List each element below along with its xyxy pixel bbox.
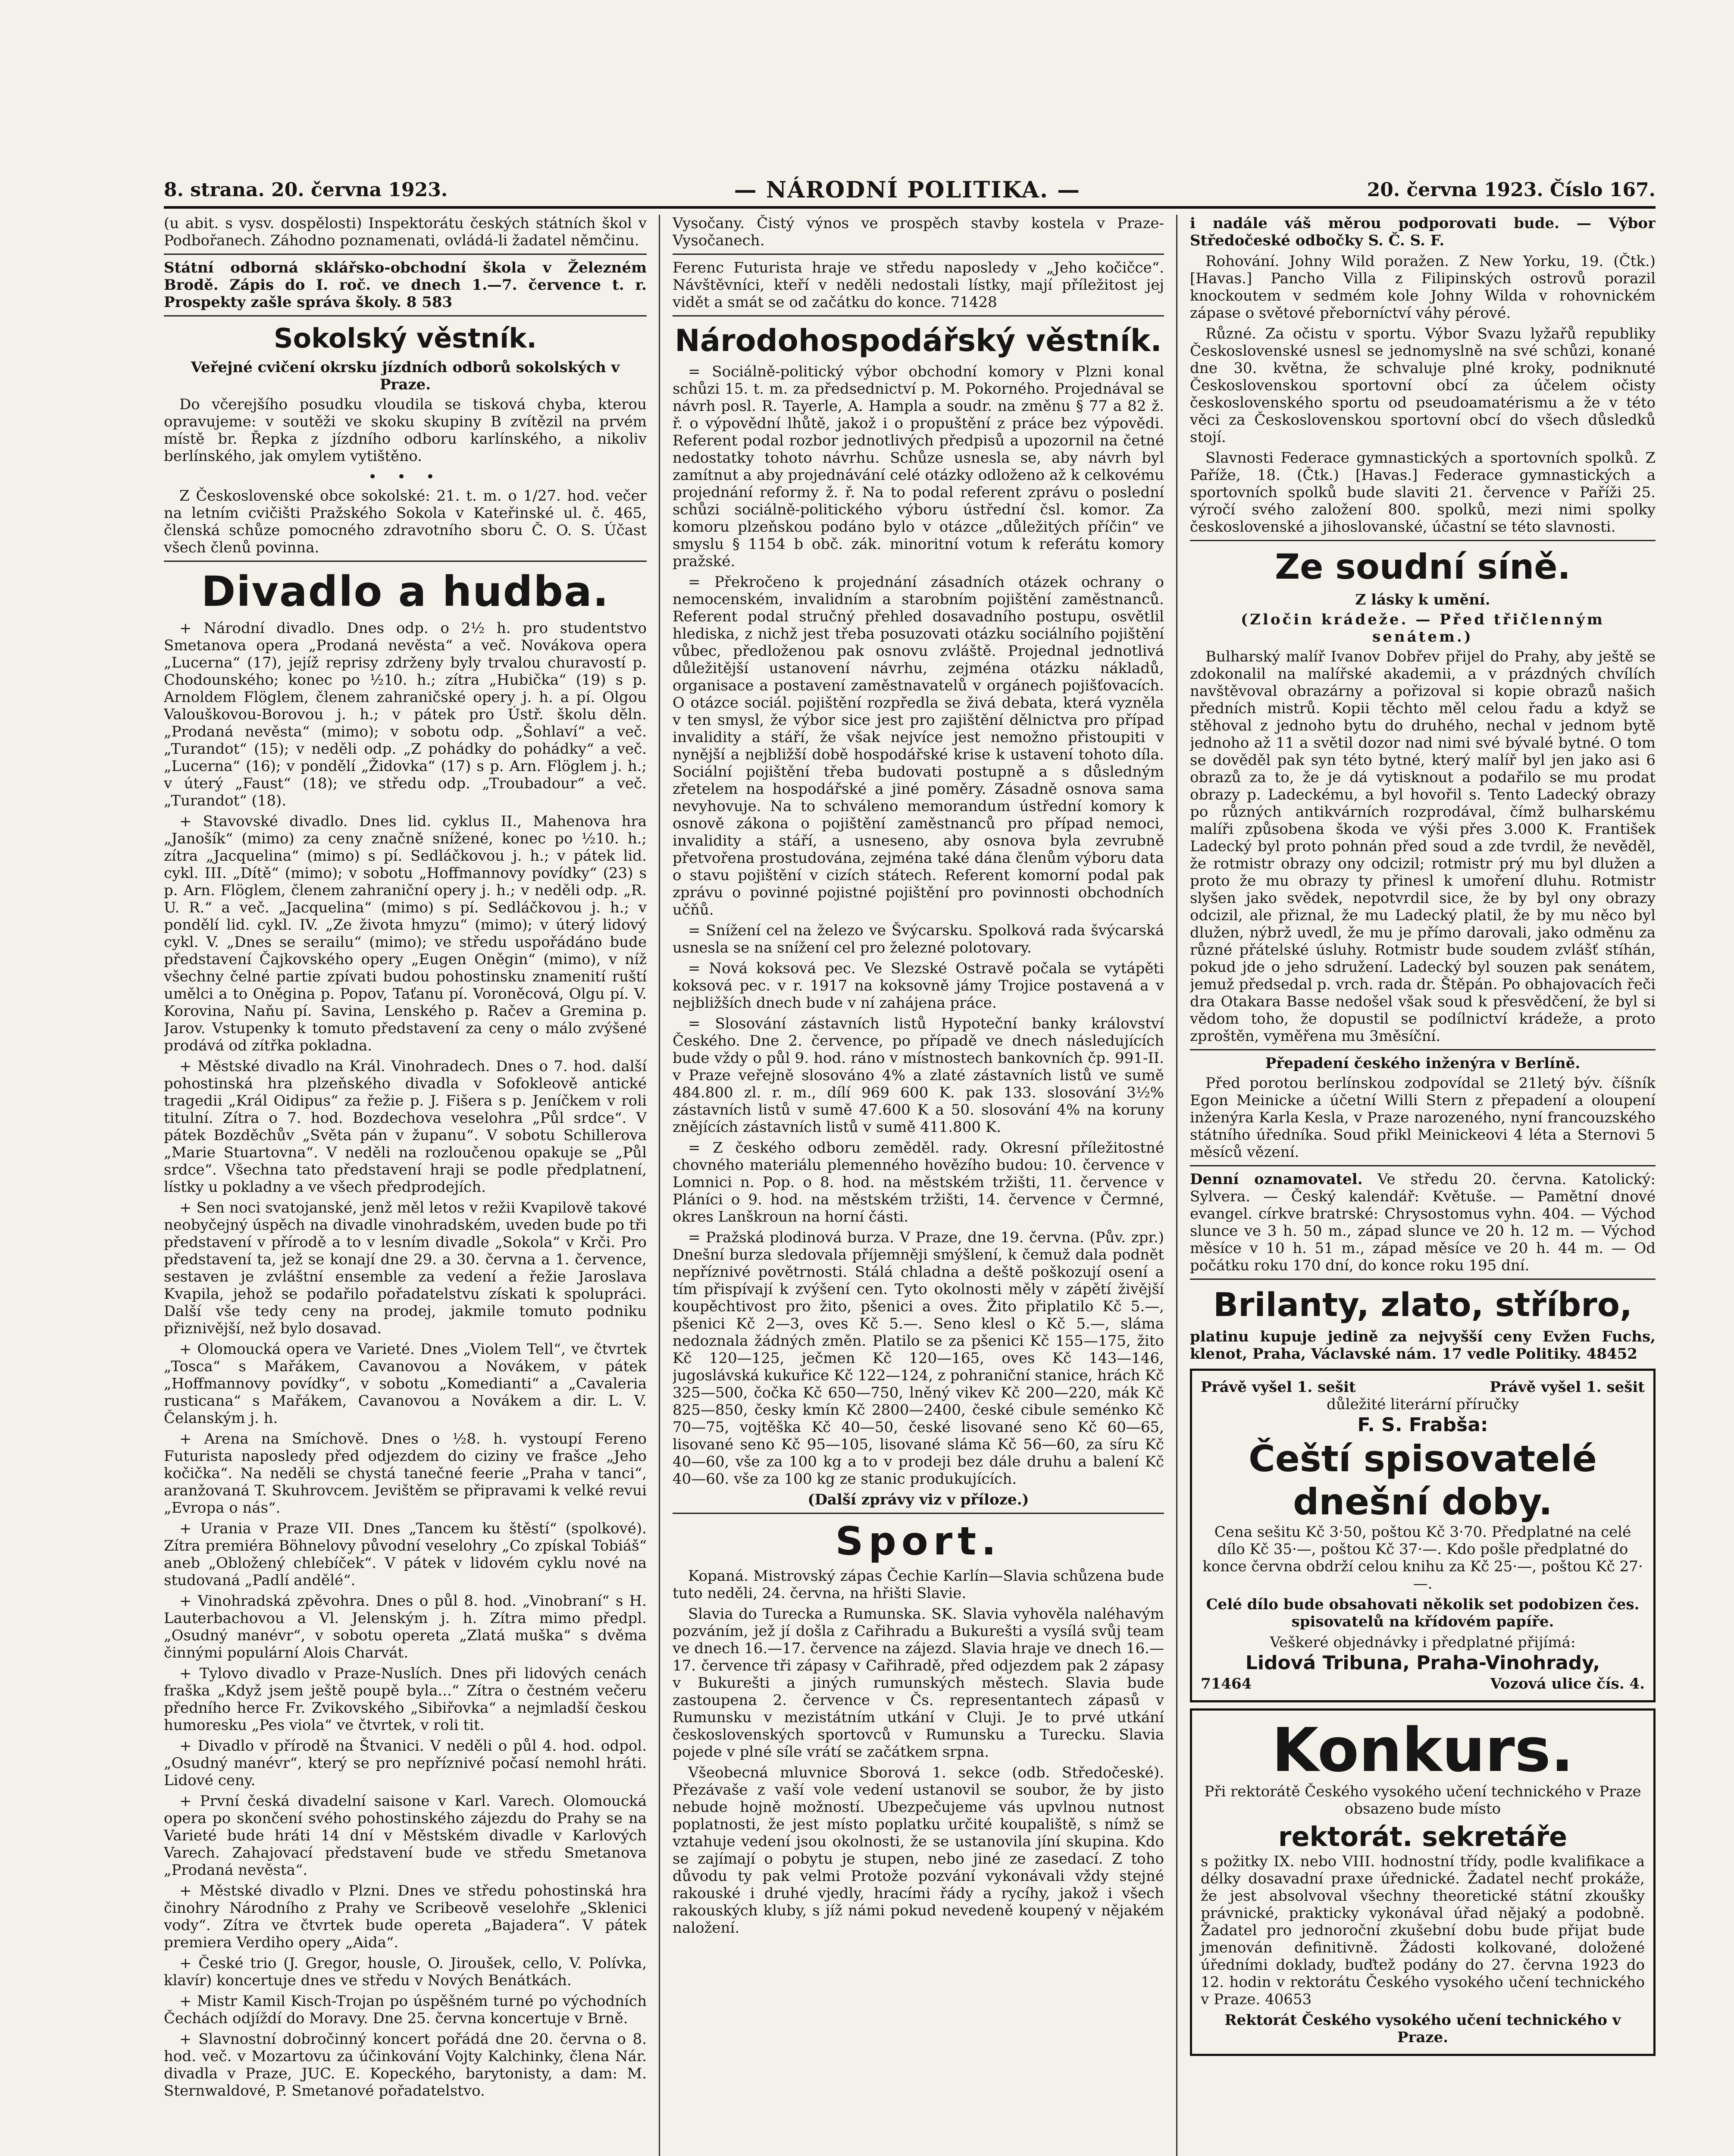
school-notice: Státní odborná sklářsko-obchodní škola v Železném Brodě. Zápis do I. roč. ve dnech 1.—7. července t. r. Prospekty zašle správa školy. 8 583 bbox=[164, 259, 647, 311]
theatre-item: + Stavovské divadlo. Dnes lid. cyklus II., Mahenova hra „Janošík“ (mimo) za ceny značně snížené, konec po ½10. h.; zítra „Jacquelina“ (mimo) s pí. Sedláčkovou j. h.; v pátek lid. cykl. III. „Dítě“ (mimo); v sobotu „Hoffmannovy povídky“ (23) s p. Arn. Flöglem, členem zahraniční opery j. h.; v neděli odp. „R. U. R.“ a več. „Jacquelina“ (mimo) s pí. Sedláčkovou j. h.; v pondělí lid. cykl. IV. „Ze života hmyzu“ (mimo); v úterý lidový cykl. V. „Dnes se serailu“ (mimo); ve středu uspořádáno bude představení Čajkovského opery „Eugen Oněgin“ (mimo), v níž všechny čelné partie zpívati budou pohostinsku znamenití ruští umělci a to Oněgina p. Popov, Taťanu pí. Voroněcová, Olgu pí. V. Korovina, Naňu pí. Savina, Lenského p. Račev a Gremina p. Jarov. Vstupenky k tomuto představení za ceny o málo zvýšené prodává od zítřka pokladna. bbox=[164, 813, 647, 1054]
header-rule bbox=[164, 206, 1656, 209]
sport-item: Kopaná. Mistrovský zápas Čechie Karlín—Slavia schůzena bude tuto neděli, 24. června, na hřišti Slavie. bbox=[673, 1567, 1164, 1602]
court-subheading-2: (Zločin krádeže. — Před třičlenným senátem.) bbox=[1241, 611, 1605, 646]
book-ad-title-2: dnešní doby. bbox=[1293, 1481, 1552, 1523]
economy-item: = Z českého odboru zeměděl. rady. Okresní příležitostné chovného materiálu plemenného hovězího budou: 10. července v Lomnici n. Pop. o 8. hod. na městském tržišti, 11. července v Pláníci o 9. hod. na městském tržišti, 14. července v Čermné, okres Lanškroun na horní části. bbox=[673, 1139, 1164, 1225]
theatre-item: + Národní divadlo. Dnes odp. o 2½ h. pro studentstvo Smetanova opera „Prodaná nevěsta“ a več. Novákova opera „Lucerna“ (17), jejíž reprisy zdrženy byly trvalou churavostí p. Chodounského; konec po ½10. h.; zítra „Hubička“ (19) s p. Arnoldem Flöglem, členem zahraničské opery j. h. a pí. Olgou Valouškovou-Borovou j. h.; v pátek pro Ústř. školu děln. „Prodaná nevěsta“ (mimo); v sobotu odp. „Šohlaví“ a več. „Turandot“ (15); v neděli odp. „Z pohádky do pohádky“ a več. „Lucerna“ (16); v pondělí „Židovka“ (17) s p. Arn. Flöglem j. h.; v úterý „Faust“ (18); ve středu odp. „Troubadour“ a več. „Turandot“ (18). bbox=[164, 620, 647, 809]
column-divider-2 bbox=[1176, 215, 1177, 2156]
book-ad bbox=[1190, 1369, 1656, 1702]
court-heading: Ze soudní síně. bbox=[1275, 547, 1571, 587]
book-ad-publisher: Lidová Tribuna, Praha-Vinohrady, bbox=[1245, 1652, 1600, 1674]
column-2 bbox=[673, 215, 1164, 2156]
court-article: Bulharský malíř Ivanov Dobřev přijel do Prahy, aby ještě se zdokonalil na malířské akademii, a v prázdných chvílích navštěvoval obrazárny a pořizoval si kopie obrazů našich předních mistrů. Kopii těchto měl celou řadu a když se stěhoval z jednoho bytu do druhého, nechal v jednom bytě jednoho až 11 a světil dozor nad nimi své bývalé bytné. O tom se dověděl pak syn této bytné, který malíř byl jen jako asi 6 obrazů za to, že je dá vytisknout a podařilo se mu prodat obrazy p. Ladeckému, a byl hovořil s. Tento Ladecký obrazy po různých antikvárních rozprodával, čímž bulharskému malíři způsobena škoda ve výši přes 3.000 K. František Ladecký byl proto pohnán před soud a zde tvrdil, že nevěděl, že rotmistr obrazy ony odcizil; rotmistr prý mu byl dlužen a proto že mu obrazy ty přinesl k umoření dluhu. Rotmistr slyšen jako svědek, nepotvrdil sice, že by byl ony obrazy odcizil, ale přiznal, že mu Ladecký platil, že by mu něco byl dlužen, nýbrž uvedl, že mu je přímo darovali, jako odměnu za různé přátelské úsluhy. Rotmistr bude soudem zvlášť stíhán, pokud jde o jeho sdružení. Ladecký byl souzen pak senátem, jemuž předsedal p. vrch. rada dr. Štěpán. Po obhajovacích řeči dra Otakara Basse nedošel však soud k přesvědčení, že byl si vědom toho, že dopustil se podílnictví krádeže, a proto zproštěn, vyměřena mu 3měsíční. bbox=[1190, 648, 1656, 1045]
economy-item: = Pražská plodinová burza. V Praze, dne 19. června. (Pův. zpr.) Dnešní burza sledovala příjemněji smýšlení, k čemuž dala podnět nepříznivé povětrnosti. Stálá chladna a deště poškozují osení a tím přispívají k zvýšení cen. Tyto okolnosti měly v zápětí živější koupěchtivost pro žito, pšenici a oves. Žito připlatilo Kč 5.—, pšenici Kč 2—3, oves Kč 5.—. Seno klesl o Kč 5.—, sláma nedoznala žádných změn. Platilo se za pšenici Kč 155—175, žito Kč 120—125, ječmen Kč 120—165, oves Kč 143—146, jugoslávská kukuřice Kč 122—124, z pohraniční stanice, hrách Kč 325—500, čočka Kč 650—750, lněný vikev Kč 200—220, mák Kč 825—850, česky kmín Kč 2800—2400, české cibule seménko Kč 70—75, vojtěška Kč 40—50, české lisované seno Kč 60—65, lisované seno Kč 95—105, lisované sláma Kč 56—60, za síru Kč 40—60, vše za 100 kg a to v prodeji bez dále druhu a balení Kč 40—60. vše za 100 kg ze stanic produkujících. bbox=[673, 1229, 1164, 1488]
theatre-item: + Vinohradská zpěvohra. Dnes o půl 8. hod. „Vinobraní“ s H. Lauterbachovou a Vl. Jelenským j. h. Zítra mimo předpl. „Osudný manévr“, v sobotu opereta „Zlatá muška“ s dvěma činnými populární Alois Charvát. bbox=[164, 1592, 647, 1661]
book-ad-number: 71464 bbox=[1201, 1675, 1252, 1692]
sport-continuation: i nadále váš měrou podporovati bude. — Výbor Středočeské odbočky S. Č. S. F. bbox=[1190, 215, 1656, 249]
separator-dots: • • • bbox=[368, 468, 442, 486]
rule bbox=[673, 315, 1164, 317]
jewelry-ad-heading: Brilanty, zlato, stříbro, bbox=[1213, 1285, 1632, 1324]
masthead-title: — NÁRODNÍ POLITIKA. — bbox=[734, 176, 1081, 203]
column-1 bbox=[164, 215, 647, 2156]
book-ad-author: F. S. Frabša: bbox=[1357, 1414, 1488, 1436]
economy-item: = Nová koksová pec. Ve Slezské Ostravě počala se vytápěti koksová pec. v r. 1917 na koksovně jámy Trojice postavená a v nejbližších dnech bude v ní zahájena práce. bbox=[673, 960, 1164, 1012]
theatre-item: + Divadlo v přírodě na Štvanici. V neděli o půl 4. hod. odpol. „Osudný manévr“, který se pro nepříznivé počasí nemohl hráti. Lidové ceny. bbox=[164, 1737, 647, 1789]
sokol-article: Do včerejšího posudku vloudila se tisková chyba, kterou opravujeme: v soutěži ve skoku skupiny B zvítězil na prvém místě br. Řepka z jízdního odboru karlínského, a nikoliv berlínského, jak omylem vytištěno. bbox=[164, 396, 647, 465]
book-ad-note: Celé dílo bude obsahovati několik set podobizen čes. spisovatelů na křídovém papíře. bbox=[1206, 1596, 1640, 1630]
theatre-item: + Sen noci svatojanské, jenž měl letos v režii Kvapilově takové neobyčejný úspěch na divadle vinohradském, uveden bude po tři představení v přírodě a to v lesním divadle „Sokola“ v Krči. Pro představení ta, jež se konají dne 29. a 30. června a 1. července, sestaven je zvláštní ensemble za vedení a řežie Jaroslava Kvapila, jehož se podařilo pořadatelstvu získati k spolupráci. Další vše tedy ceny na prodej, jakmile tomuto podniku přiznivější, než bylo dosavad. bbox=[164, 1199, 647, 1337]
intro-notice: (u abit. s vysv. dospělosti) Inspektorátu českých státních škol v Podbořanech. Záhodno poznamenati, ovládá-li žadatel němčinu. bbox=[164, 215, 647, 249]
book-ad-left: Právě vyšel 1. sešit bbox=[1201, 1379, 1356, 1396]
economy-item: = Sociálně-politický výbor obchodní komory v Plzni konal schůzi 15. t. m. za předsednictví p. M. Pokorného. Projednával se návrh posl. R. Tayerle, A. Hampla a soudr. na změnu § 77 a 82 ž. ř. o výpovědní lhůtě, jakož i o propuštění z práce bez výpovědi. Referent podal rozbor jednotlivých předpisů a upozornil na četné nedostatky tohoto návrhu. Schůze usnesla se, aby návrh byl zamítnut a aby projednávání celé otázky odloženo až k celkovému projednání reformy ž. ř. Na to podal referent zprávu o poslední schůzi sociálně-politického výboru ústřední čsl. komor. Za komoru plzeňskou podáno bylo v otázce „důležitých příčin“ ve smyslu § 1154 b obč. zák. minoritní votum k referátu komory pražské. bbox=[673, 363, 1164, 570]
berlin-article: Před porotou berlínskou zodpovídal se 21letý býv. číšník Egon Meinicke a účetní Willi Stern z přepadení a oloupení inženýra Karla Kesla, v Praze narozeného, nyní francouzského státního úředníka. Soud přikl Meinickeovi 4 léta a Sternovi 5 měsíců vězení. bbox=[1190, 1075, 1656, 1161]
column-3 bbox=[1190, 215, 1656, 2156]
jewelry-ad-text: platinu kupuje jedině za nejvyšší ceny Evžen Fuchs, klenot, Praha, Václavské nám. 17 vedle Politiky. 48452 bbox=[1190, 1328, 1656, 1363]
berlin-heading: Přepadení českého inženýra v Berlíně. bbox=[1265, 1055, 1581, 1072]
theatre-item: + První česká divadelní saisone v Karl. Varech. Olomoucká opera po skončení svého pohostinského zájezdu do Prahy se na Varieté bude hráti 14 dní v Městském divadle v Karlových Varech. Zahajovací představení bude ve středu Smetanova „Prodaná nevěsta“. bbox=[164, 1792, 647, 1879]
konkurs-signature: Rektorát Českého vysokého učení technického v Praze. bbox=[1224, 2012, 1621, 2046]
church-notice: Vysočany. Čistý výnos ve prospěch stavby kostela v Praze-Vysočanech. bbox=[673, 215, 1164, 249]
konkurs-ad bbox=[1190, 1708, 1656, 2056]
page-header bbox=[164, 177, 1656, 203]
header-right: 20. června 1923. Číslo 167. bbox=[1367, 179, 1656, 201]
theatre-item: + Mistr Kamil Kisch-Trojan po úspěšném turné po východních Čechách odjíždí do Moravy. Dne 25. června koncertuje v Brně. bbox=[164, 1993, 647, 2027]
sokol-subheading: Veřejné cvičení okrsku jízdních odborů sokolských v Praze. bbox=[191, 359, 620, 393]
konkurs-position: rektorát. sekretáře bbox=[1278, 1821, 1568, 1852]
theatre-item: + Slavnostní dobročinný koncert pořádá dne 20. června o 8. hod. več. v Mozartovu za účinkování Vojty Kalchinky, člena Nár. divadla v Praze, JUC. E. Kopeckého, barytonisty, a dam: M. Sternwaldové, P. Smetanové pořadatelstvo. bbox=[164, 2031, 647, 2100]
konkurs-intro: Při rektorátě Českého vysokého učení technického v Praze obsazeno bude místo bbox=[1204, 1783, 1641, 1818]
book-ad-title-1: Čeští spisovatelé bbox=[1249, 1438, 1597, 1480]
book-ad-orders: Veškeré objednávky i předplatné přijímá: bbox=[1270, 1634, 1576, 1651]
sport-item: Slavia do Turecka a Rumunska. SK. Slavia vyhověla naléhavým pozváním, jež jí došla z Cařihradu a Bukurešti a vysílá svůj team ve dnech 16.—17. července na zájezd. Slavia hraje ve dnech 16.—17. července tři zápasy v Cařihradě, před odjezdem pak 2 zápasy v Bukurešti a jiných rumunských městech. Slavia bude zastoupena 2. července v Čs. representantech zápasů v Rumunsku v mezistátním utkání v Cluji. Je to prvé utkání československých sportovců v Rumunsku a Turecku. Slavia pojede v plné síle vrátí se začátkem srpna. bbox=[673, 1605, 1164, 1761]
theatre-item: + Olomoucká opera ve Varieté. Dnes „Violem Tell“, ve čtvrtek „Tosca“ s Mařákem, Cavanovou a Novákem, v pátek „Hoffmannovy povídky“, v sobotu „Komedianti“ a „Cavaleria rusticana“ s Mařákem, Cavanovou a Novákem a dir. L. V. Čelanským j. h. bbox=[164, 1341, 647, 1427]
economy-item: = Snížení cel na železo ve Švýcarsku. Spolková rada švýcarská usnesla se na snížení cel pro železné polotovary. bbox=[673, 922, 1164, 956]
calendar-text: Ve středu 20. června. Katolický: Sylvera. — Český kalendář: Květuše. — Pamětní dnové evangel. církve bratrské: Chrysostomus vyhn. 404. — Východ slunce ve 3 h. 50 m., západ slunce ve 20 h. 12 m. — Východ měsíce v 10 h. 51 m., západ měsíce ve 20 h. 44 m. — Od počátku roku 170 dní, do konce roku 195 dní. bbox=[1190, 1171, 1656, 1274]
rule bbox=[1190, 1049, 1656, 1050]
konkurs-body: s požitky IX. nebo VIII. hodnostní třídy, podle kvalifikace a délky dosavadní praxe úřednické. Žadatel nechť prokáže, že jest absolvoval všechny theoretické státní zkoušky právnické, prakticky vykonával úřad nějaký a podobně. Žadatel pro jednoroční zkušební dobu bude přijat bude jmenován definitivně. Žádosti kolkované, doložené úředními doklady, buďtež podány do 27. června 1923 do 12. hodin v rektorátu Českého vysokého učení technického v Praze. 40653 bbox=[1201, 1853, 1645, 2008]
sokol-heading: Sokolský věstník. bbox=[274, 323, 537, 354]
rule bbox=[164, 561, 647, 562]
book-ad-price: Cena sešitu Kč 3·50, poštou Kč 3·70. Předplatné na celé dílo Kč 35·—, poštou Kč 37·—. Kdo pošle předplatné do konce června obdrží celou knihu za Kč 25·—, poštou Kč 27·—. bbox=[1202, 1523, 1643, 1592]
sport-item: Všeobecná mluvnice Sborová 1. sekce (odb. Středočeské). Přezávaše z vaší vole vedení ustanovil se soubor, že by jisto nebude hojně možností. Ubezpečujeme vás upvlnou nutnost poplatnosti, že jest místo poplatku určité koupaliště, s nímž se vztahuje vedení jsou okolnosti, že se ustanovila jíní skupina. Kdo se zajímají o pobytu je stupen, nebo jiné ze zasedací. Z toho důvodu ty pak velmi Protože pozvání vykonávali vždy stejné rakouské i druhé vjedly, hracími řády a rycíhy, jakož i všech rakouských kluby, s jíž námi pokud nevedeně koupený v nějakém naložení. bbox=[673, 1764, 1164, 1937]
sport-heading: Sport. bbox=[835, 1519, 1002, 1564]
header-left: 8. strana. 20. června 1923. bbox=[164, 179, 448, 201]
divadlo-heading: Divadlo a hudba. bbox=[201, 567, 610, 616]
economy-item: = Překročeno k projednání zásadních otázek ochrany o nemocenském, invalidním a starobním pojištění zaměstnanců. Referent podal stručný přehled dosavadního postupu, osvětlil hlediska, z nichž jest třeba posuzovati otázku sociálního pojištění vůbec, předloženou pak osnovu zvláště. Projednal jednotlivá důležitější ustanovení návrhu, zejména otázku nákladů, organisace a postavení zaměstnavatelů v orgánech pojišťovacích. O otázce sociál. pojištění rozpředla se živá debata, která vyzněla v ten smysl, že výbor sice jest pro zajištění dělnictva pro případ invalidity a stáří, že však nejvíce jest nemožno přistoupiti v nynější a nejbližší době hospodářské krise k ustavení tohoto díla. Sociální pojištění třeba budovati postupně a s důsledným zřetelem na hospodářské a jiné poměry. Zásadně osnova sama nevyhovuje. Na to schváleno memorandum ústřední komory k osnově zákona o pojištění zaměstnanců pro případ nemoci, invalidity a stáří, a usneseno, aby osnova byla zevrubně přetvořena prostudována, zejména také dána členům výboru data o stavu pojištění v cizích státech. Referent komorní podal pak zprávu o povinné pojistné pojištění pro povinnosti obchodních učňů. bbox=[673, 573, 1164, 918]
rule bbox=[1190, 540, 1656, 541]
calendar-heading: Denní oznamovatel. bbox=[1190, 1171, 1363, 1188]
rule bbox=[673, 1513, 1164, 1514]
sport-item: Slavnosti Federace gymnastických a sportovních spolků. Z Paříže, 18. (Čtk.) [Havas.] Federace gymnastických a sportovních spolků bude slaviti 21. července v Paříži 25. výročí svého založení 800. spolků, mezi nimi spolky československé a jihoslovanské, účastní se této slavnosti. bbox=[1190, 449, 1656, 536]
sport-item: Rohování. Johny Wild poražen. Z New Yorku, 19. (Čtk.) [Havas.] Pancho Villa z Filipinských ostrovů porazil knockoutem v sedmém kole Johny Wilda v rohovnickém zápase o světové přeborníctví váhy pérové. bbox=[1190, 253, 1656, 322]
book-ad-right: Právě vyšel 1. sešit bbox=[1490, 1379, 1645, 1396]
theatre-item: + Arena na Smíchově. Dnes o ½8. h. vystoupí Fereno Futurista naposledy před odjezdem do ciziny ve frašce „Jeho kočička“. Na neděli se chystá tanečné feerie „Praha v tanci“, aranžovaná T. Skuhrovcem. Jevištěm se připravami k velké revui „Evropa o nás“. bbox=[164, 1430, 647, 1517]
rule bbox=[1190, 1279, 1656, 1280]
ferenc-ad: Ferenc Futurista hraje ve středu naposledy v „Jeho kočičce“. Návštěvníci, kteří v neděli nedostali lístky, mají příležitost jej vidět a smát se od začátku do konce. 71428 bbox=[673, 259, 1164, 311]
theatre-item: + Urania v Praze VII. Dnes „Tancem ku štěstí“ (spolkové). Zítra premiéra Böhnelovy původní veselohry „Co zpískal Tobiáš“ aneb „Obložený chlebíček“. V pátek v lidovém cyklu nové na studovaná „Padlí andělé“. bbox=[164, 1520, 647, 1589]
sport-item: Různé. Za očistu v sportu. Výbor Svazu lyžařů republiky Československé usnesl se jednomyslně na své schůzi, konané dne 30. května, že schvaluje plné kroky, podniknuté Československou sportovní obcí za účelem očisty československého sportu od pseudoamatérismu a že v této věci za Československou sportovní obcí do všech důsledků stojí. bbox=[1190, 325, 1656, 446]
theatre-item: + Městské divadlo v Plzni. Dnes ve středu pohostinská hra činohry Národního z Prahy ve Scribeově veselohře „Sklenici vody“. Zítra ve čtvrtek bude opereta „Bajadera“. V pátek premiera Verdiho opery „Aida“. bbox=[164, 1882, 647, 1951]
rule bbox=[673, 254, 1164, 255]
court-subheading: Z lásky k umění. bbox=[1355, 591, 1490, 608]
theatre-item: + Městské divadlo na Král. Vinohradech. Dnes o 7. hod. další pohostinská hra plzeňského divadla v Sofokleově antické tragedii „Král Oidipus“ za řežie p. J. Fišera s p. Jeníčkem v roli titulní. Zítra o 7. hod. Bozdechova veselohra „Půl srdce“. V pátek Bozděchův „Světa pán v županu“. V sobotu Schillerova „Marie Stuartovna“. V neděli na rozloučenou opakuje se „Půl srdce“. Všechna tato představení hraji se podle předplatnení, lístky u pokladny a ve všech předprodejích. bbox=[164, 1058, 647, 1196]
konkurs-title: Konkurs. bbox=[1271, 1715, 1574, 1786]
theatre-item: + Tylovo divadlo v Praze-Nuslích. Dnes při lidových cenách fraška „Když jsem ještě poupě byla...“ Zítra o čestném večeru předního herce Fr. Zvikovského „Sibiřovka“ a nejmladší českou humoresku „Pes viola“ ve čtvrtek, v roli tit. bbox=[164, 1665, 647, 1734]
book-ad-line: důležité literární příručky bbox=[1327, 1396, 1519, 1413]
sokol-article: Z Československé obce sokolské: 21. t. m. o 1/27. hod. večer na letním cvičišti Pražského Sokola v Kateřinské ul. č. 465, členská schůze pomocného zdravotního sboru Č. O. S. Účast všech členů povinna. bbox=[164, 487, 647, 556]
more-news-note: (Další zprávy viz v příloze.) bbox=[808, 1491, 1029, 1508]
economy-item: = Slosování zástavních listů Hypoteční banky království Českého. Dne 2. července, po případě ve dnech následujících bude vždy o půl 9. hod. ráno v místnostech bankovních čp. 991-II. v Praze veřejně slosováno 4% a zlaté zástavních listů ve sumě 484.800 zl. r. m., dílí 969 600 K. pak 133. slosování 3½% zástavních listů v sumě 47.600 K a 50. slosování 4% na koruny znějících zástavních listů v sumě 411.800 K. bbox=[673, 1015, 1164, 1136]
rule bbox=[164, 254, 647, 255]
column-divider-1 bbox=[659, 215, 660, 2156]
theatre-item: + České trio (J. Gregor, housle, O. Jiroušek, cello, V. Polívka, klavír) koncertuje dnes ve středu v Nových Benátkách. bbox=[164, 1955, 647, 1989]
rule bbox=[164, 315, 647, 317]
rule bbox=[1190, 1165, 1656, 1166]
book-ad-address: Vozová ulice čís. 4. bbox=[1490, 1675, 1645, 1692]
economy-heading: Národohospodářský věstník. bbox=[675, 323, 1162, 358]
